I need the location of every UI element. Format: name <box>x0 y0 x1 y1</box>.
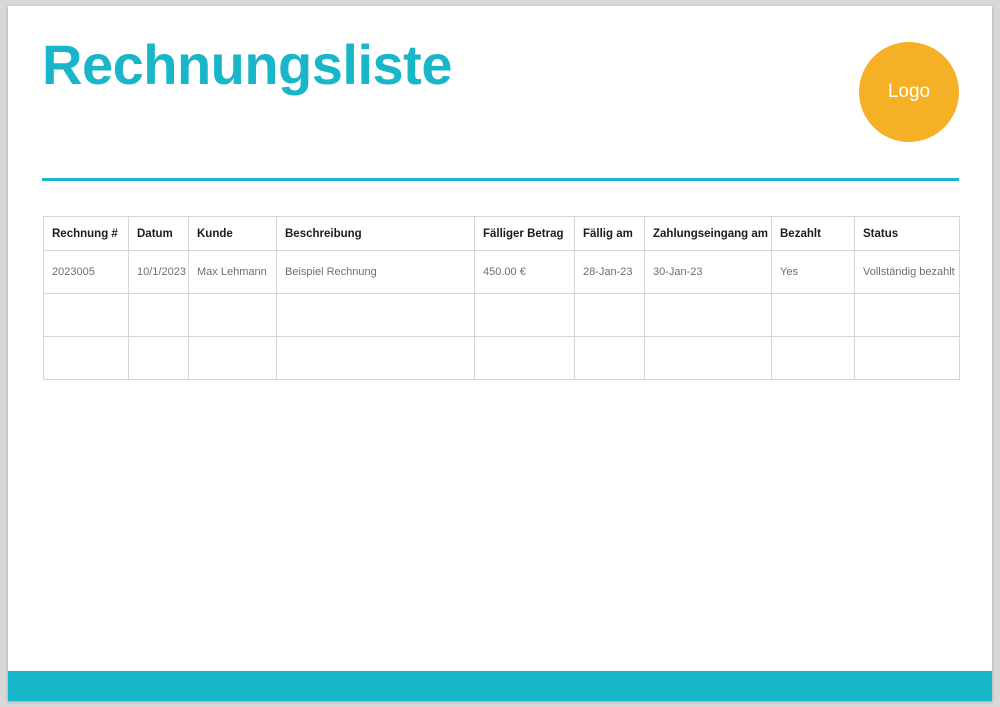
cell-faellig-am[interactable] <box>575 337 645 380</box>
cell-zahlungseingang[interactable]: 30-Jan-23 <box>645 251 772 294</box>
table-row[interactable] <box>44 294 960 337</box>
cell-kunde[interactable] <box>189 294 277 337</box>
invoice-table-container <box>43 216 959 380</box>
cell-zahlungseingang[interactable] <box>645 294 772 337</box>
cell-rechnung[interactable] <box>44 337 129 380</box>
cell-kunde[interactable]: Max Lehmann <box>189 251 277 294</box>
column-header-rechnung: Rechnung # <box>44 217 129 251</box>
cell-zahlungseingang[interactable] <box>645 337 772 380</box>
cell-betrag[interactable] <box>475 294 575 337</box>
cell-rechnung[interactable] <box>44 294 129 337</box>
column-header-beschreibung: Beschreibung <box>277 217 475 251</box>
column-header-status: Status <box>855 217 960 251</box>
logo <box>859 42 959 142</box>
cell-betrag[interactable] <box>475 337 575 380</box>
column-header-kunde: Kunde <box>189 217 277 251</box>
cell-status[interactable] <box>855 337 960 380</box>
table-header-row <box>44 217 960 251</box>
cell-kunde[interactable] <box>189 337 277 380</box>
cell-beschreibung[interactable]: Beispiel Rechnung <box>277 251 475 294</box>
cell-status[interactable] <box>855 294 960 337</box>
table-row[interactable] <box>44 251 960 294</box>
invoice-table <box>43 216 960 380</box>
page-title: Rechnungsliste <box>42 33 452 96</box>
logo-label: Logo <box>887 81 931 102</box>
column-header-faelliger-betrag: Fälliger Betrag <box>475 217 575 251</box>
cell-status[interactable]: Vollständig bezahlt <box>855 251 960 294</box>
cell-faellig-am[interactable] <box>575 294 645 337</box>
cell-datum[interactable] <box>129 337 189 380</box>
footer-bar <box>8 671 992 701</box>
column-header-datum: Datum <box>129 217 189 251</box>
cell-bezahlt[interactable] <box>772 337 855 380</box>
title-divider <box>42 178 959 181</box>
column-header-faellig-am: Fällig am <box>575 217 645 251</box>
column-header-zahlungseingang-am: Zahlungseingang am <box>645 217 772 251</box>
table-row[interactable] <box>44 337 960 380</box>
cell-bezahlt[interactable] <box>772 294 855 337</box>
column-header-bezahlt: Bezahlt <box>772 217 855 251</box>
document-header <box>8 6 992 176</box>
cell-beschreibung[interactable] <box>277 337 475 380</box>
cell-beschreibung[interactable] <box>277 294 475 337</box>
cell-betrag[interactable]: 450.00 € <box>475 251 575 294</box>
cell-datum[interactable] <box>129 294 189 337</box>
cell-bezahlt[interactable]: Yes <box>772 251 855 294</box>
document-page <box>8 6 992 701</box>
cell-datum[interactable]: 10/1/2023 <box>129 251 189 294</box>
cell-rechnung[interactable]: 2023005 <box>44 251 129 294</box>
cell-faellig-am[interactable]: 28-Jan-23 <box>575 251 645 294</box>
